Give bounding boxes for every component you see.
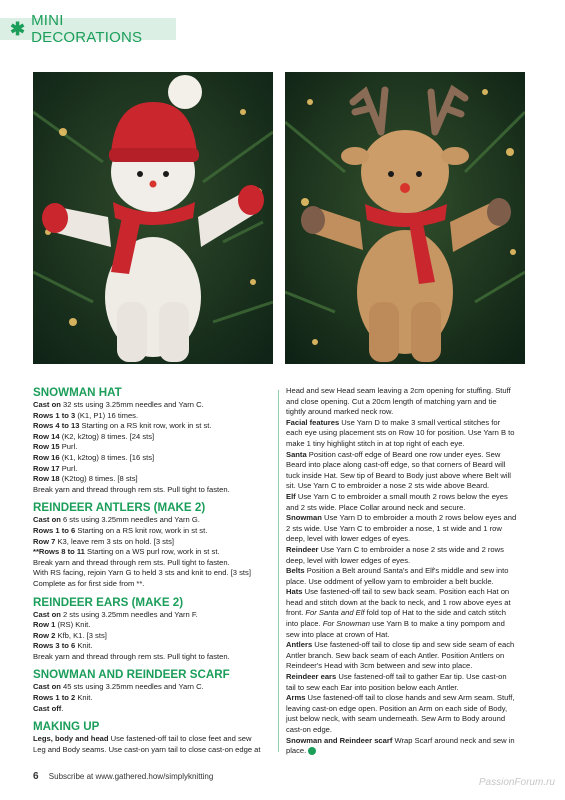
instruction-line: each eye using placement sts on Row 10 for position. Use Yarn B to bbox=[286, 428, 515, 438]
instruction-label: Cast on bbox=[33, 609, 61, 619]
instruction-label: Row 7 bbox=[33, 536, 56, 546]
instruction-text: With RS facing, rejoin Yarn G to held 3 sts and knit to end. [3 sts] bbox=[33, 568, 251, 578]
instruction-text: Starting on a RS knit row, work in st st. bbox=[75, 525, 208, 535]
section-heading: REINDEER ANTLERS (MAKE 2) bbox=[33, 501, 206, 515]
instruction-line bbox=[33, 641, 271, 652]
instruction-label: Cast on bbox=[33, 400, 61, 409]
instruction-line: Head and sew Head seam leaving a 2cm opening for stuffing. Stuff bbox=[286, 386, 511, 395]
instruction-line bbox=[33, 485, 271, 496]
instruction-text: Starting on a RS knit row, work in st st. bbox=[79, 421, 212, 431]
instruction-label: Row 2 bbox=[33, 630, 56, 640]
instruction-line: Antler branch. Sew back seam of each Antler. Position Antlers on bbox=[286, 650, 505, 660]
instruction-line: Elf Use Yarn C to embroider a small mouth 2 rows below the eyes bbox=[286, 491, 508, 501]
instruction-line: Arms Use fastened-off tail to close hands and sew Arm seam. Stuff, bbox=[286, 693, 515, 703]
instruction-line: deep, level with lower edges of eyes. bbox=[286, 555, 411, 565]
instruction-line: Reindeer Use Yarn C to embroider a nose 2 sts wide and 2 rows bbox=[286, 544, 504, 554]
end-mark-icon bbox=[308, 747, 316, 755]
instruction-text: (K2tog) 8 times. [8 sts] bbox=[59, 474, 138, 484]
instruction-line bbox=[33, 464, 271, 475]
instruction-line bbox=[33, 526, 271, 537]
instruction-line: cast-on edge. bbox=[286, 725, 333, 734]
page-footer bbox=[33, 771, 213, 782]
reindeer-photo bbox=[285, 72, 525, 364]
section-heading: MAKING UP bbox=[33, 720, 100, 734]
instruction-line: and 2 sts wide. Place Collar around neck and secure. bbox=[286, 502, 466, 512]
instruction-line: Reindeer ears Use fastened-off tail to gather Ear tip. Use cast-on bbox=[286, 672, 507, 682]
instruction-label: Row 16 bbox=[33, 452, 60, 462]
instruction-text: 2 sts using 3.25mm needles and Yarn F. bbox=[60, 609, 198, 619]
instruction-text: 45 sts using 3.25mm needles and Yarn C. bbox=[60, 682, 204, 692]
instruction-line: Reindeer's Head with 3cm between and sew into place. bbox=[286, 661, 473, 671]
instruction-text: K3, leave rem 3 sts on hold. [3 sts] bbox=[55, 536, 174, 546]
instructions-right-column bbox=[286, 386, 526, 757]
instruction-line bbox=[33, 547, 271, 558]
instruction-line bbox=[33, 745, 271, 756]
instruction-line bbox=[33, 474, 271, 485]
instruction-line: sit. Use Yarn C to embroider a nose 2 sts wide above Beard. bbox=[286, 481, 490, 491]
instructions-left-column bbox=[33, 386, 271, 755]
instruction-line bbox=[33, 442, 271, 453]
instruction-line bbox=[33, 579, 271, 590]
section-heading: SNOWMAN AND REINDEER SCARF bbox=[33, 668, 230, 682]
instruction-text: (K2, k2tog) 8 times. [24 sts] bbox=[59, 431, 155, 441]
instruction-line bbox=[33, 432, 271, 443]
instruction-line bbox=[33, 631, 271, 642]
instruction-line bbox=[33, 620, 271, 631]
instruction-line bbox=[33, 537, 271, 548]
instruction-line: place. bbox=[286, 746, 526, 757]
instruction-line bbox=[33, 421, 271, 432]
instruction-text: Purl. bbox=[59, 463, 78, 473]
section-title: MINI DECORATIONS bbox=[31, 12, 143, 46]
instruction-label: Rows 1 to 6 bbox=[33, 525, 76, 535]
instruction-line: front. For Santa and Elf fold top of Hat to the side and catch stitch bbox=[286, 608, 506, 618]
instruction-label: Rows 4 to 13 bbox=[33, 421, 80, 431]
instruction-label: Cast off bbox=[33, 703, 62, 713]
instruction-text: Knit. bbox=[75, 641, 93, 651]
instruction-line: Belts Position a Belt around Santa's and Elf's middle and sew into bbox=[286, 566, 509, 576]
instruction-line: tail to sew each Ear into position below each Antler. bbox=[286, 682, 459, 692]
instruction-text: Purl. bbox=[59, 442, 78, 452]
instruction-line: Facial features Use Yarn D to make 3 small vertical stitches for bbox=[286, 417, 501, 427]
instruction-line bbox=[33, 704, 271, 715]
instruction-text: 6 sts using 3.25mm needles and Yarn G. bbox=[60, 515, 200, 525]
instruction-line: sew into place at crown of Hat. bbox=[286, 629, 390, 639]
instruction-line bbox=[33, 682, 271, 693]
page-number: 6 bbox=[33, 771, 39, 782]
instruction-text: Use fastened-off tail to close feet and sew bbox=[108, 734, 252, 744]
column-divider bbox=[278, 390, 279, 752]
instruction-line bbox=[33, 652, 271, 663]
instruction-line: Snowman and Reindeer scarf Wrap Scarf around neck and sew in bbox=[286, 735, 515, 745]
section-header bbox=[0, 12, 176, 46]
instruction-line: tightly around marked neck row. bbox=[286, 407, 394, 417]
instruction-line: leaving cast-on edge open. Position an Arm on each side of Body, bbox=[286, 703, 508, 713]
instruction-line: tuck inside Hat. Sew tip of Beard to Body just above where Belt will bbox=[286, 470, 511, 480]
instruction-line: place. Use oddment of yellow yarn to embroider a belt buckle. bbox=[286, 576, 494, 586]
instruction-line bbox=[33, 411, 271, 422]
instruction-line: deep, level with lower edges of eyes. bbox=[286, 534, 411, 544]
instruction-line bbox=[33, 693, 271, 704]
instruction-line bbox=[33, 558, 271, 569]
section-heading: REINDEER EARS (MAKE 2) bbox=[33, 595, 184, 609]
instruction-line: Santa Position cast-off edge of Beard one row under eyes. Sew bbox=[286, 449, 501, 459]
snowman-photo bbox=[33, 72, 273, 364]
instruction-line: Hats Use fastened-off tail to sew back seam. Position each Hat on bbox=[286, 587, 510, 597]
instruction-label: Cast on bbox=[33, 682, 61, 692]
instruction-line: make 1 tiny highlight stitch in at top right of each eye. bbox=[286, 438, 465, 448]
instruction-line: into place. For Snowman use Yarn B to make a tiny pompom and bbox=[286, 619, 505, 629]
instruction-line: 2 sts wide. Use Yarn C to embroider a nose, 1 st wide and 1 row bbox=[286, 523, 502, 533]
instruction-line bbox=[33, 400, 271, 411]
instruction-line bbox=[33, 568, 271, 579]
instruction-line: Snowman Use Yarn D to embroider a mouth 2 rows below eyes and bbox=[286, 513, 517, 523]
instruction-line bbox=[33, 515, 271, 526]
instruction-label: Rows 1 to 2 bbox=[33, 693, 76, 703]
instruction-line: Antlers Use fastened-off tail to close tip and sew side seam of each bbox=[286, 640, 515, 650]
instruction-label: Rows 1 to 3 bbox=[33, 410, 76, 420]
instruction-label: Row 18 bbox=[33, 474, 60, 484]
instruction-label: Rows 3 to 6 bbox=[33, 641, 76, 651]
instruction-label: **Rows 8 to 11 bbox=[33, 547, 85, 557]
instruction-label: Legs, body and head bbox=[33, 734, 109, 744]
instruction-text: . bbox=[61, 703, 64, 713]
instruction-line: head and stitch down at the back to neck, and 1 row above eyes at bbox=[286, 597, 511, 607]
instruction-text: Break yarn and thread through rem sts. Pull tight to fasten. bbox=[33, 651, 230, 661]
instruction-line: just below neck, with seam underneath. Sew Arm to Body around bbox=[286, 714, 506, 724]
instruction-text: Knit. bbox=[75, 693, 93, 703]
instruction-label: Row 14 bbox=[33, 431, 60, 441]
instruction-text: (K1, P1) 16 times. bbox=[75, 410, 139, 420]
instruction-text: Break yarn and thread through rem sts. Pull tight to fasten. bbox=[33, 484, 230, 494]
instruction-text: Leg and Body seams. Use cast-on yarn tail to close cast-on edge at bbox=[33, 744, 261, 754]
instruction-text: Kfb, K1. [3 sts] bbox=[55, 630, 107, 640]
instruction-text: Break yarn and thread through rem sts. Pull tight to fasten. bbox=[33, 557, 230, 567]
footer-subscribe-text: Subscribe at www.gathered.how/simplyknitting bbox=[48, 772, 214, 781]
instruction-label: Row 1 bbox=[33, 620, 56, 630]
clover-icon: ✱ bbox=[10, 19, 26, 39]
instruction-text: Complete as for first side from **. bbox=[33, 578, 145, 588]
instruction-text: (RS) Knit. bbox=[55, 620, 91, 630]
instruction-line bbox=[33, 610, 271, 621]
instruction-label: Cast on bbox=[33, 515, 61, 525]
instruction-line: and close opening. Cut a 20cm length of matching yarn and tie bbox=[286, 396, 497, 406]
section-heading: SNOWMAN HAT bbox=[33, 386, 122, 399]
watermark: PassionForum.ru bbox=[478, 777, 555, 788]
instruction-line bbox=[33, 734, 271, 745]
instruction-text: (K1, k2tog) 8 times. [16 sts] bbox=[59, 452, 155, 462]
instruction-label: Row 17 bbox=[33, 463, 60, 473]
instruction-text: Starting on a WS purl row, work in st st. bbox=[84, 547, 220, 557]
instruction-line bbox=[33, 453, 271, 464]
instruction-text: 32 sts using 3.25mm needles and Yarn C. bbox=[60, 400, 204, 409]
instruction-label: Row 15 bbox=[33, 442, 60, 452]
instruction-line: Beard into place along cast-off edge, so that corners of Beard will bbox=[286, 460, 506, 470]
